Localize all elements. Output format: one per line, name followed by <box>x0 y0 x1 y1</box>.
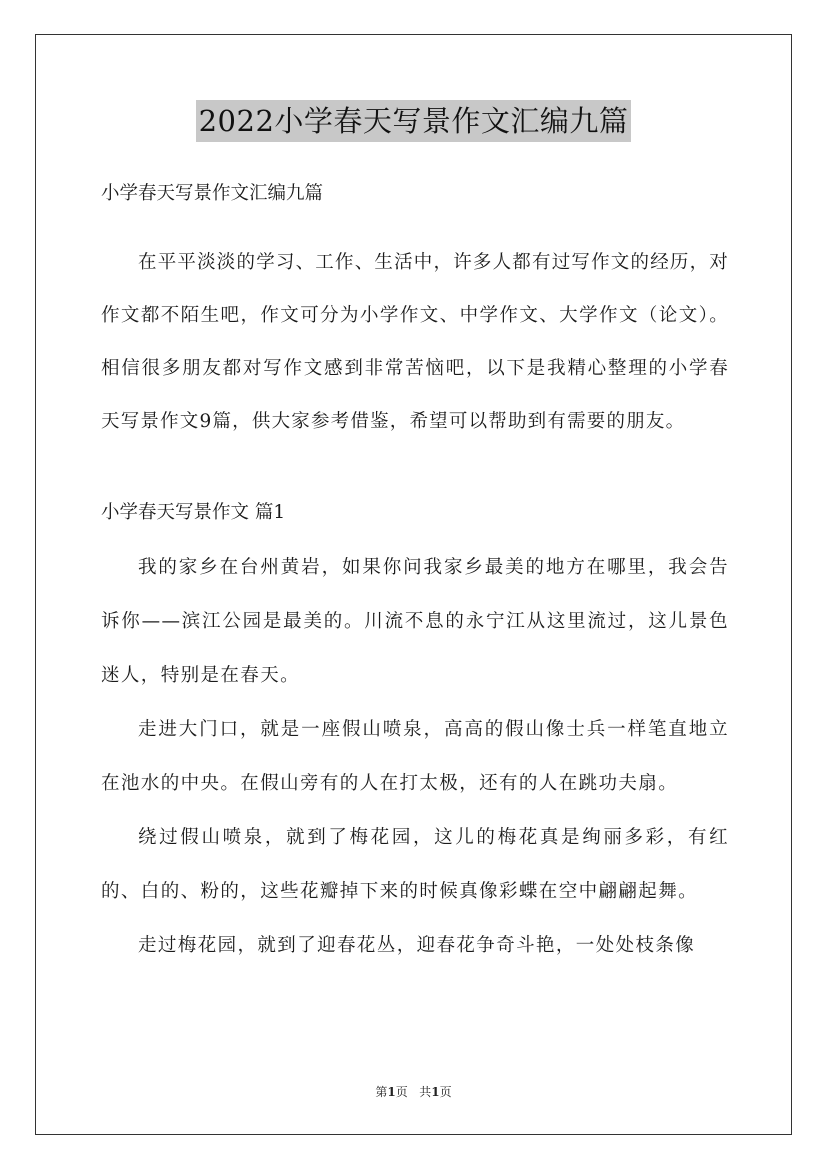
section-heading: 小学春天写景作文 篇1 <box>101 502 286 523</box>
total-prefix: 共 <box>419 1085 432 1099</box>
page-number: 1 <box>387 1085 396 1099</box>
document-body <box>101 174 729 973</box>
body-paragraph: 走过梅花园，就到了迎春花丛，迎春花争奇斗艳，一处处枝条像 <box>138 935 696 956</box>
page-prefix: 第 <box>375 1085 388 1099</box>
total-pages: 1 <box>431 1085 440 1099</box>
body-paragraph: 我的家乡在台州黄岩，如果你问我家乡最美的地方在哪里，我会告诉你——滨江公园是最美的。川流不息的永宁江从这里流过，这儿景色迷人，特别是在春天。 <box>101 557 729 686</box>
subheading: 小学春天写景作文汇编九篇 <box>101 183 324 204</box>
title-container <box>0 100 827 142</box>
document-title: 2022小学春天写景作文汇编九篇 <box>196 100 632 142</box>
body-paragraph: 绕过假山喷泉，就到了梅花园，这儿的梅花真是绚丽多彩，有红的、白的、粉的，这些花瓣掉下来的时候真像彩蝶在空中翩翩起舞。 <box>101 827 729 902</box>
intro-paragraph: 在平平淡淡的学习、工作、生活中，许多人都有过写作文的经历，对作文都不陌生吧，作文可分为小学作文、中学作文、大学作文（论文）。相信很多朋友都对写作文感到非常苦恼吧，以下是我精心整理的小学春天写景作文9篇，供大家参考借鉴，希望可以帮助到有需要的朋友。 <box>101 252 730 432</box>
body-paragraph: 走进大门口，就是一座假山喷泉，高高的假山像士兵一样笔直地立在池水的中央。在假山旁有的人在打太极，还有的人在跳功夫扇。 <box>101 719 729 794</box>
page-suffix: 页 <box>395 1085 408 1099</box>
page-footer <box>0 1083 827 1100</box>
total-suffix: 页 <box>439 1085 452 1099</box>
